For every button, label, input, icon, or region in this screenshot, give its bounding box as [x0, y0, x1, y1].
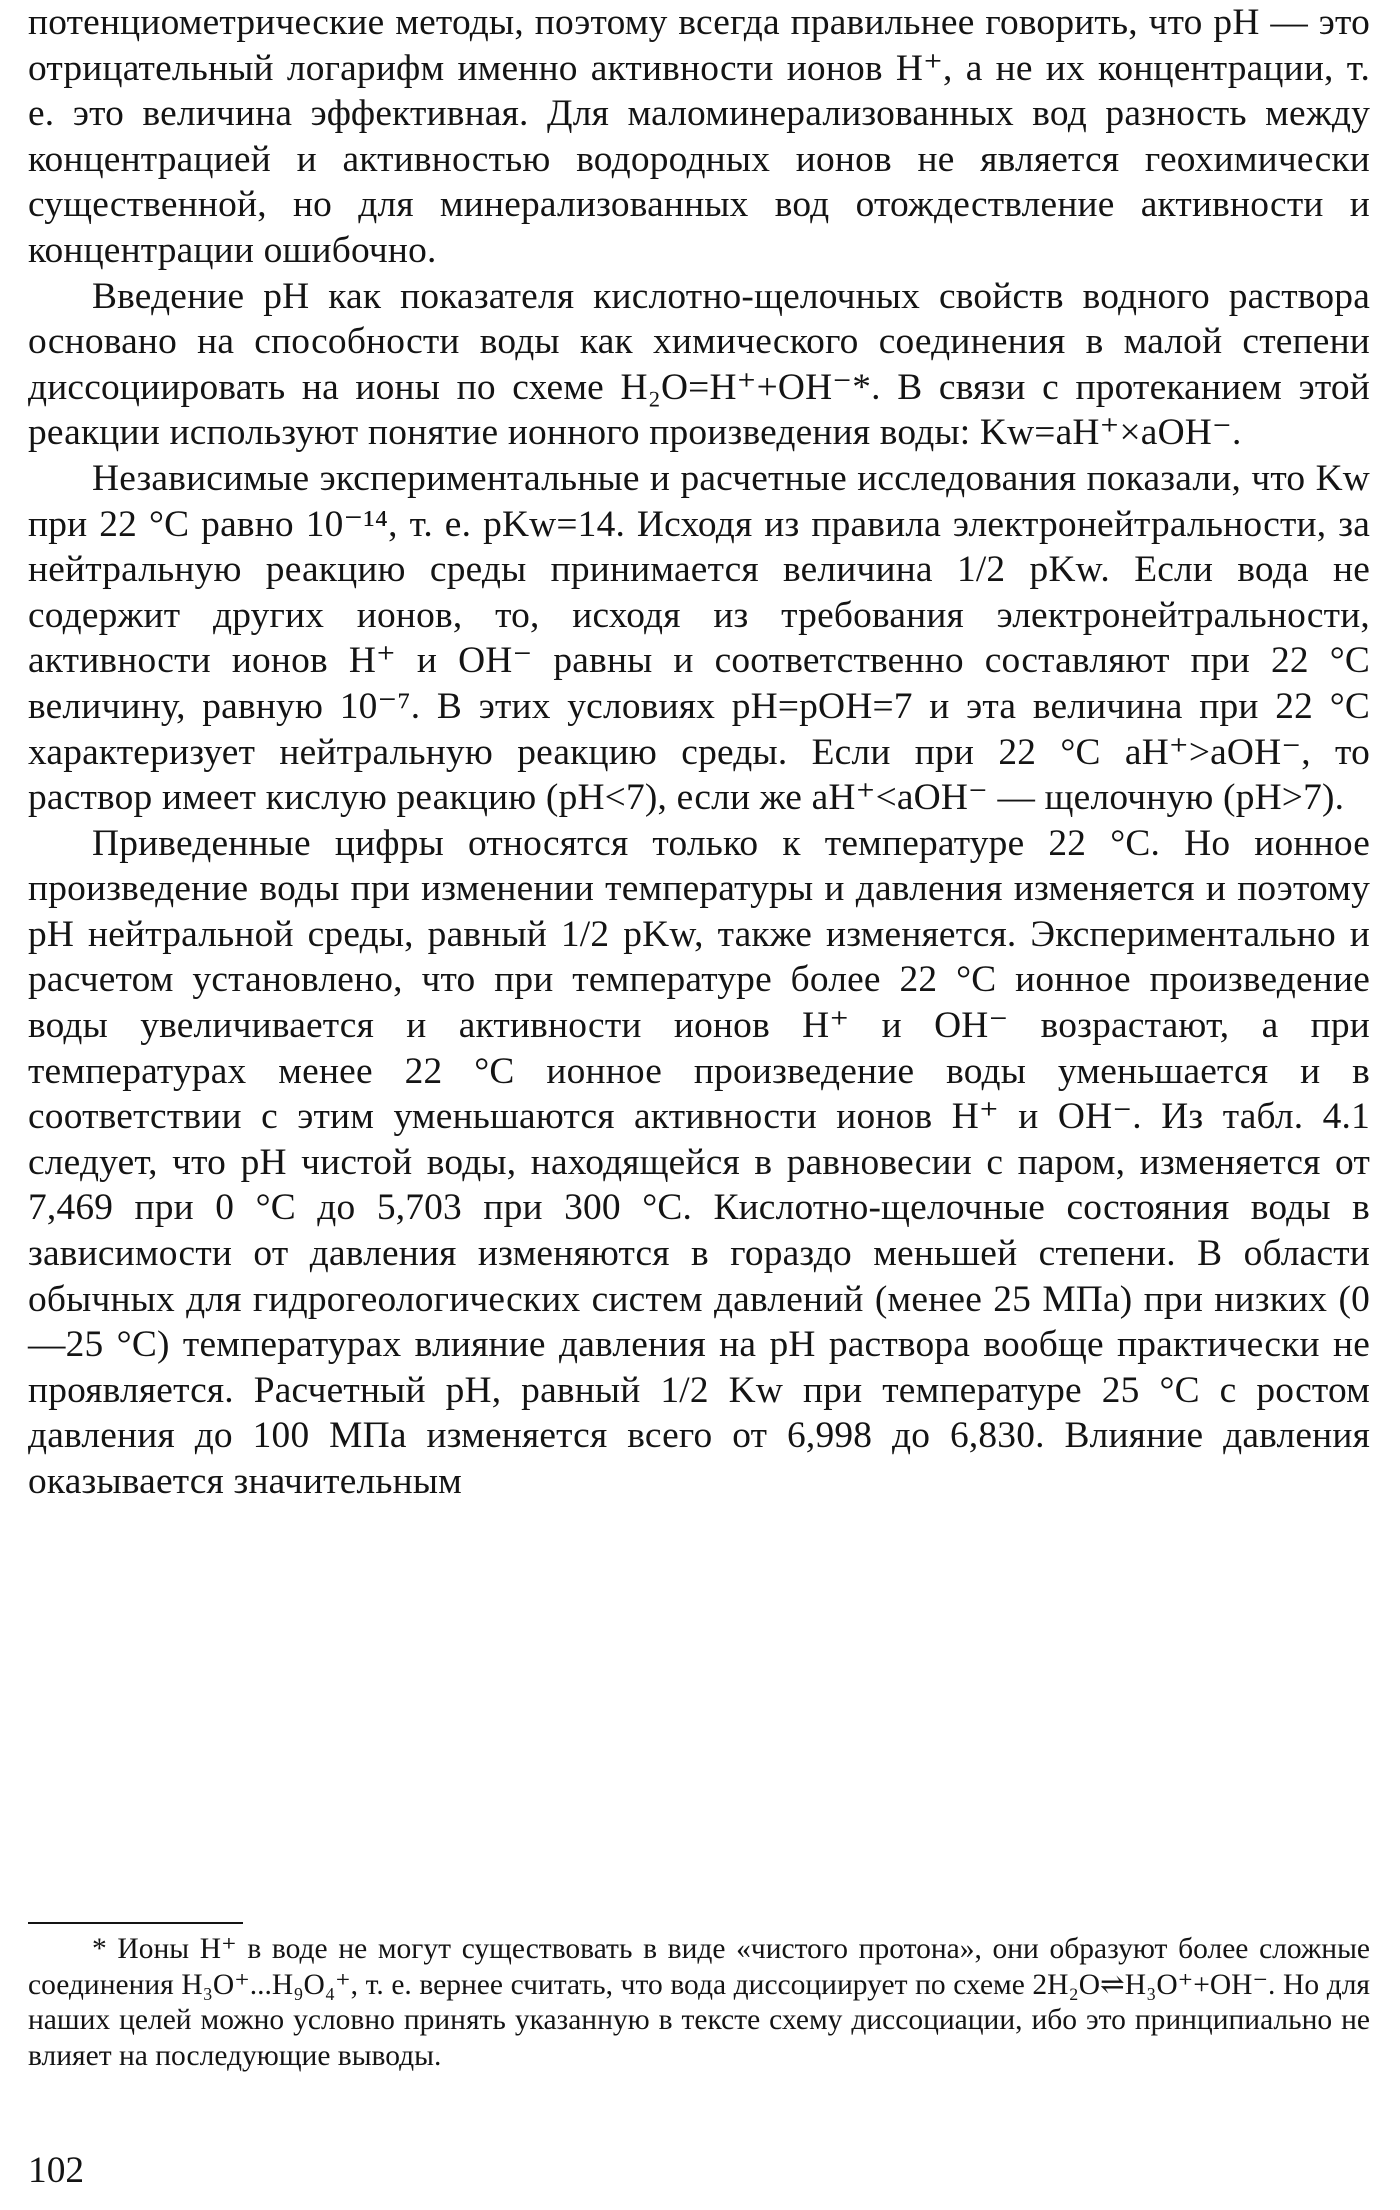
- page-body: [28, 0, 1370, 1505]
- paragraph-1: потенциометрические методы, поэтому всегда правильнее говорить, что pH — это отрицательный логарифм именно активности ионов H⁺, а не их концентрации, т. е. это величина эффективная. Для маломинерализованных вод разность между концентрацией и активностью водородных ионов не является геохимически существенной, но для минерализованных вод отождествление активности и концентрации ошибочно.: [28, 2, 1370, 271]
- footnote: * Ионы H⁺ в воде не могут существовать в виде «чистого протона», они образуют более сложные соединения H₃O⁺...H₉O₄⁺, т. е. вернее считать, что вода диссоциирует по схеме 2H₂O⇌H₃O⁺+OH⁻. Но для наших целей можно условно принять указанную в тексте схему диссоциации, ибо это принципиально не влияет на последующие выводы.: [28, 1933, 1370, 2072]
- paragraph-2: Введение pH как показателя кислотно-щелочных свойств водного раствора основано на способности воды как химического соединения в малой степени диссоциировать на ионы по схеме H₂O=H⁺+OH⁻*. В связи с протеканием этой реакции используют понятие ионного произведения воды: Kw=aH⁺×aOH⁻.: [28, 275, 1370, 454]
- paragraph-3: Независимые экспериментальные и расчетные исследования показали, что Kw при 22 °C равно 10⁻¹⁴, т. е. pKw=14. Исходя из правила электронейтральности, за нейтральную реакцию среды принимается величина 1/2 pKw. Если вода не содержит других ионов, то, исходя из требования электронейтральности, активности ионов H⁺ и OH⁻ равны и соответственно составляют при 22 °C величину, равную 10⁻⁷. В этих условиях pH=pOH=7 и эта величина при 22 °C характеризует нейтральную реакцию среды. Если при 22 °C aH⁺>aOH⁻, то раствор имеет кислую реакцию (pH<7), если же aH⁺<aOH⁻ — щелочную (pH>7).: [28, 457, 1370, 819]
- paragraph-4: Приведенные цифры относятся только к температуре 22 °C. Но ионное произведение воды при изменении температуры и давления изменяется и поэтому pH нейтральной среды, равный 1/2 pKw, также изменяется. Экспериментально и расчетом установлено, что при температуре более 22 °C ионное произведение воды увеличивается и активности ионов H⁺ и OH⁻ возрастают, а при температурах менее 22 °C ионное произведение воды уменьшается и в соответствии с этим уменьшаются активности ионов H⁺ и OH⁻. Из табл. 4.1 следует, что pH чистой воды, находящейся в равновесии с паром, изменяется от 7,469 при 0 °C до 5,703 при 300 °C. Кислотно-щелочные состояния воды в зависимости от давления изменяются в гораздо меньшей степени. В области обычных для гидрогеологических систем давлений (менее 25 МПа) при низких (0—25 °C) температурах влияние давления на pH раствора вообще практически не проявляется. Расчетный pH, равный 1/2 Kw при температуре 25 °C с ростом давления до 100 МПа изменяется всего от 6,998 до 6,830. Влияние давления оказывается значительным: [28, 822, 1370, 1502]
- footnote-separator: [28, 1922, 243, 1924]
- page-number: 102: [28, 2150, 85, 2191]
